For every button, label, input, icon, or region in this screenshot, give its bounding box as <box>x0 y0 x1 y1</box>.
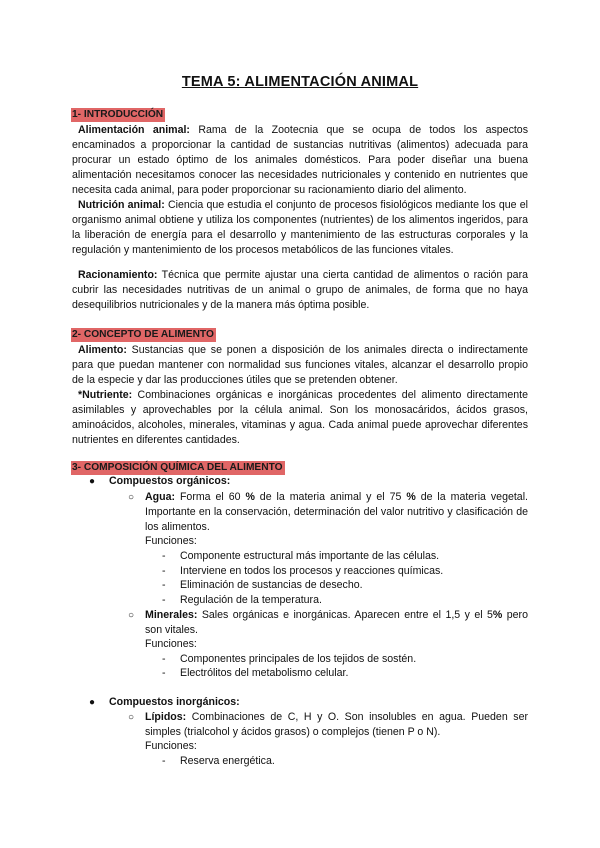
list-item <box>162 593 322 608</box>
dash-bullet-icon: - <box>162 594 166 606</box>
bullet-compuestos-organicos <box>89 474 231 489</box>
circle-bullet-icon: ○ <box>128 492 135 503</box>
percent-sign: % <box>492 609 503 621</box>
definition-nutriente: Combinaciones orgánicas e inorgánicas procedentes del alimento directamente asimilables y aprovechables por la célula animal. Son los monosacáridos, ácidos grasos, aminoácidos, alcoholes, minerales, vitaminas y agua. Cada animal puede aprovechar diferentes nutrientes en diferentes cantidades. <box>72 389 528 446</box>
term-agua: Agua: <box>145 491 176 503</box>
term-racionamiento: Racionamiento: <box>78 269 158 281</box>
list-item-text: Componentes principales de los tejidos de sostén. <box>180 653 417 665</box>
circle-bullet-icon: ○ <box>128 712 135 723</box>
list-item-text: Componente estructural más importante de las células. <box>180 550 440 562</box>
percent-sign: % <box>406 491 416 503</box>
funciones-label-lipidos: Funciones: <box>145 740 197 752</box>
dash-bullet-icon: - <box>162 550 166 562</box>
bullet-dot-icon: ● <box>89 476 96 487</box>
agua-text-3: de la materia vegetal. Importante en la conservación, determinación del valor nutritivo y clasificación de los alimentos. <box>145 491 528 533</box>
list-item-text: Reserva energética. <box>180 755 275 767</box>
subitem-minerales <box>128 608 528 638</box>
term-lipidos: Lípidos: <box>145 711 187 723</box>
term-nutriente: *Nutriente: <box>78 389 133 401</box>
paragraph-nutricion-animal <box>72 198 528 258</box>
funciones-label-agua: Funciones: <box>145 535 197 547</box>
paragraph-alimentacion-animal <box>72 123 528 198</box>
dash-bullet-icon: - <box>162 653 166 665</box>
list-item-text: Regulación de la temperatura. <box>180 594 322 606</box>
list-item <box>162 564 444 579</box>
bullet-label: Compuestos inorgánicos: <box>109 696 240 708</box>
list-item <box>162 549 440 564</box>
definition-nutricion-animal: Ciencia que estudia el conjunto de procesos fisiológicos mediante los que el organismo animal obtiene y utiliza los componentes (nutrientes) de los alimentos ingeridos, para la liberación de energía para el desarrollo y mantenimiento de las estructuras corporales y la regulación y mantenimiento de los procesos metabólicos de las funciones vitales. <box>72 199 528 256</box>
dash-bullet-icon: - <box>162 667 166 679</box>
minerales-text-1: Sales orgánicas e inorgánicas. Aparecen entre el 1,5 y el 5 <box>197 609 493 621</box>
list-item <box>162 754 275 769</box>
paragraph-alimento <box>72 343 528 388</box>
term-nutricion-animal: Nutrición animal: <box>78 199 165 211</box>
agua-text-2: de la materia animal y el 75 <box>254 491 407 503</box>
term-minerales: Minerales: <box>145 609 198 621</box>
list-item-text: Electrólitos del metabolismo celular. <box>180 667 349 679</box>
section-heading-concepto-alimento: 2- CONCEPTO DE ALIMENTO <box>72 329 214 340</box>
list-item <box>162 578 363 593</box>
definition-alimento: Sustancias que se ponen a disposición de los animales directa o indirectamente para que puedan mantener con normalidad sus funciones vitales, alcanzar el desarrollo propio de la especie y dar las producciones útiles que se pretenden obtener. <box>72 344 528 386</box>
dash-bullet-icon: - <box>162 565 166 577</box>
definition-alimentacion-animal: Rama de la Zootecnia que se ocupa de todos los aspectos encaminados a proporcionar la cantidad de sustancias nutritivas (alimentos) adecuada para procurar un estado óptimo de los animales domésticos. Para poder diseñar una buena alimentación necesitamos conocer las necesidades nutricionales y contenido en nutrientes que necesita cada animal, para poder proporcionar su racionamiento diario del alimento. <box>72 124 528 196</box>
percent-sign: % <box>245 491 255 503</box>
list-item-text: Interviene en todos los procesos y reacciones químicas. <box>180 565 444 577</box>
paragraph-nutriente <box>72 388 528 448</box>
section-heading-composicion-quimica: 3- COMPOSICIÓN QUÍMICA DEL ALIMENTO <box>72 462 283 473</box>
agua-text-1: Forma el 60 <box>175 491 246 503</box>
bullet-label: Compuestos orgánicos: <box>109 475 231 487</box>
subitem-lipidos <box>128 710 528 740</box>
funciones-label-minerales: Funciones: <box>145 638 197 650</box>
list-item-text: Eliminación de sustancias de desecho. <box>180 579 363 591</box>
lipidos-text: Combinaciones de C, H y O. Son insolubles en agua. Pueden ser simples (trialcohol y ácidos grasos) o complejos (tienen P o N). <box>145 711 528 738</box>
dash-bullet-icon: - <box>162 755 166 767</box>
circle-bullet-icon: ○ <box>128 610 135 621</box>
term-alimento: Alimento: <box>78 344 127 356</box>
document-title: TEMA 5: ALIMENTACIÓN ANIMAL <box>181 74 419 90</box>
term-alimentacion-animal: Alimentación animal: <box>78 124 190 136</box>
dash-bullet-icon: - <box>162 579 166 591</box>
subitem-agua <box>128 490 528 535</box>
minerales-text-2: pero son vitales. <box>145 609 528 636</box>
list-item <box>162 652 417 667</box>
bullet-dot-icon: ● <box>89 697 96 708</box>
definition-racionamiento: Técnica que permite ajustar una cierta cantidad de alimentos o ración para cubrir las necesidades nutritivas de un animal o grupo de animales, de forma que no haya desequilibrios nutricionales y de la manera más óptima posible. <box>72 269 528 311</box>
list-item <box>162 666 349 681</box>
section-heading-introduccion: 1- INTRODUCCIÓN <box>72 109 164 120</box>
paragraph-racionamiento <box>72 268 528 313</box>
bullet-compuestos-inorganicos <box>89 695 240 710</box>
